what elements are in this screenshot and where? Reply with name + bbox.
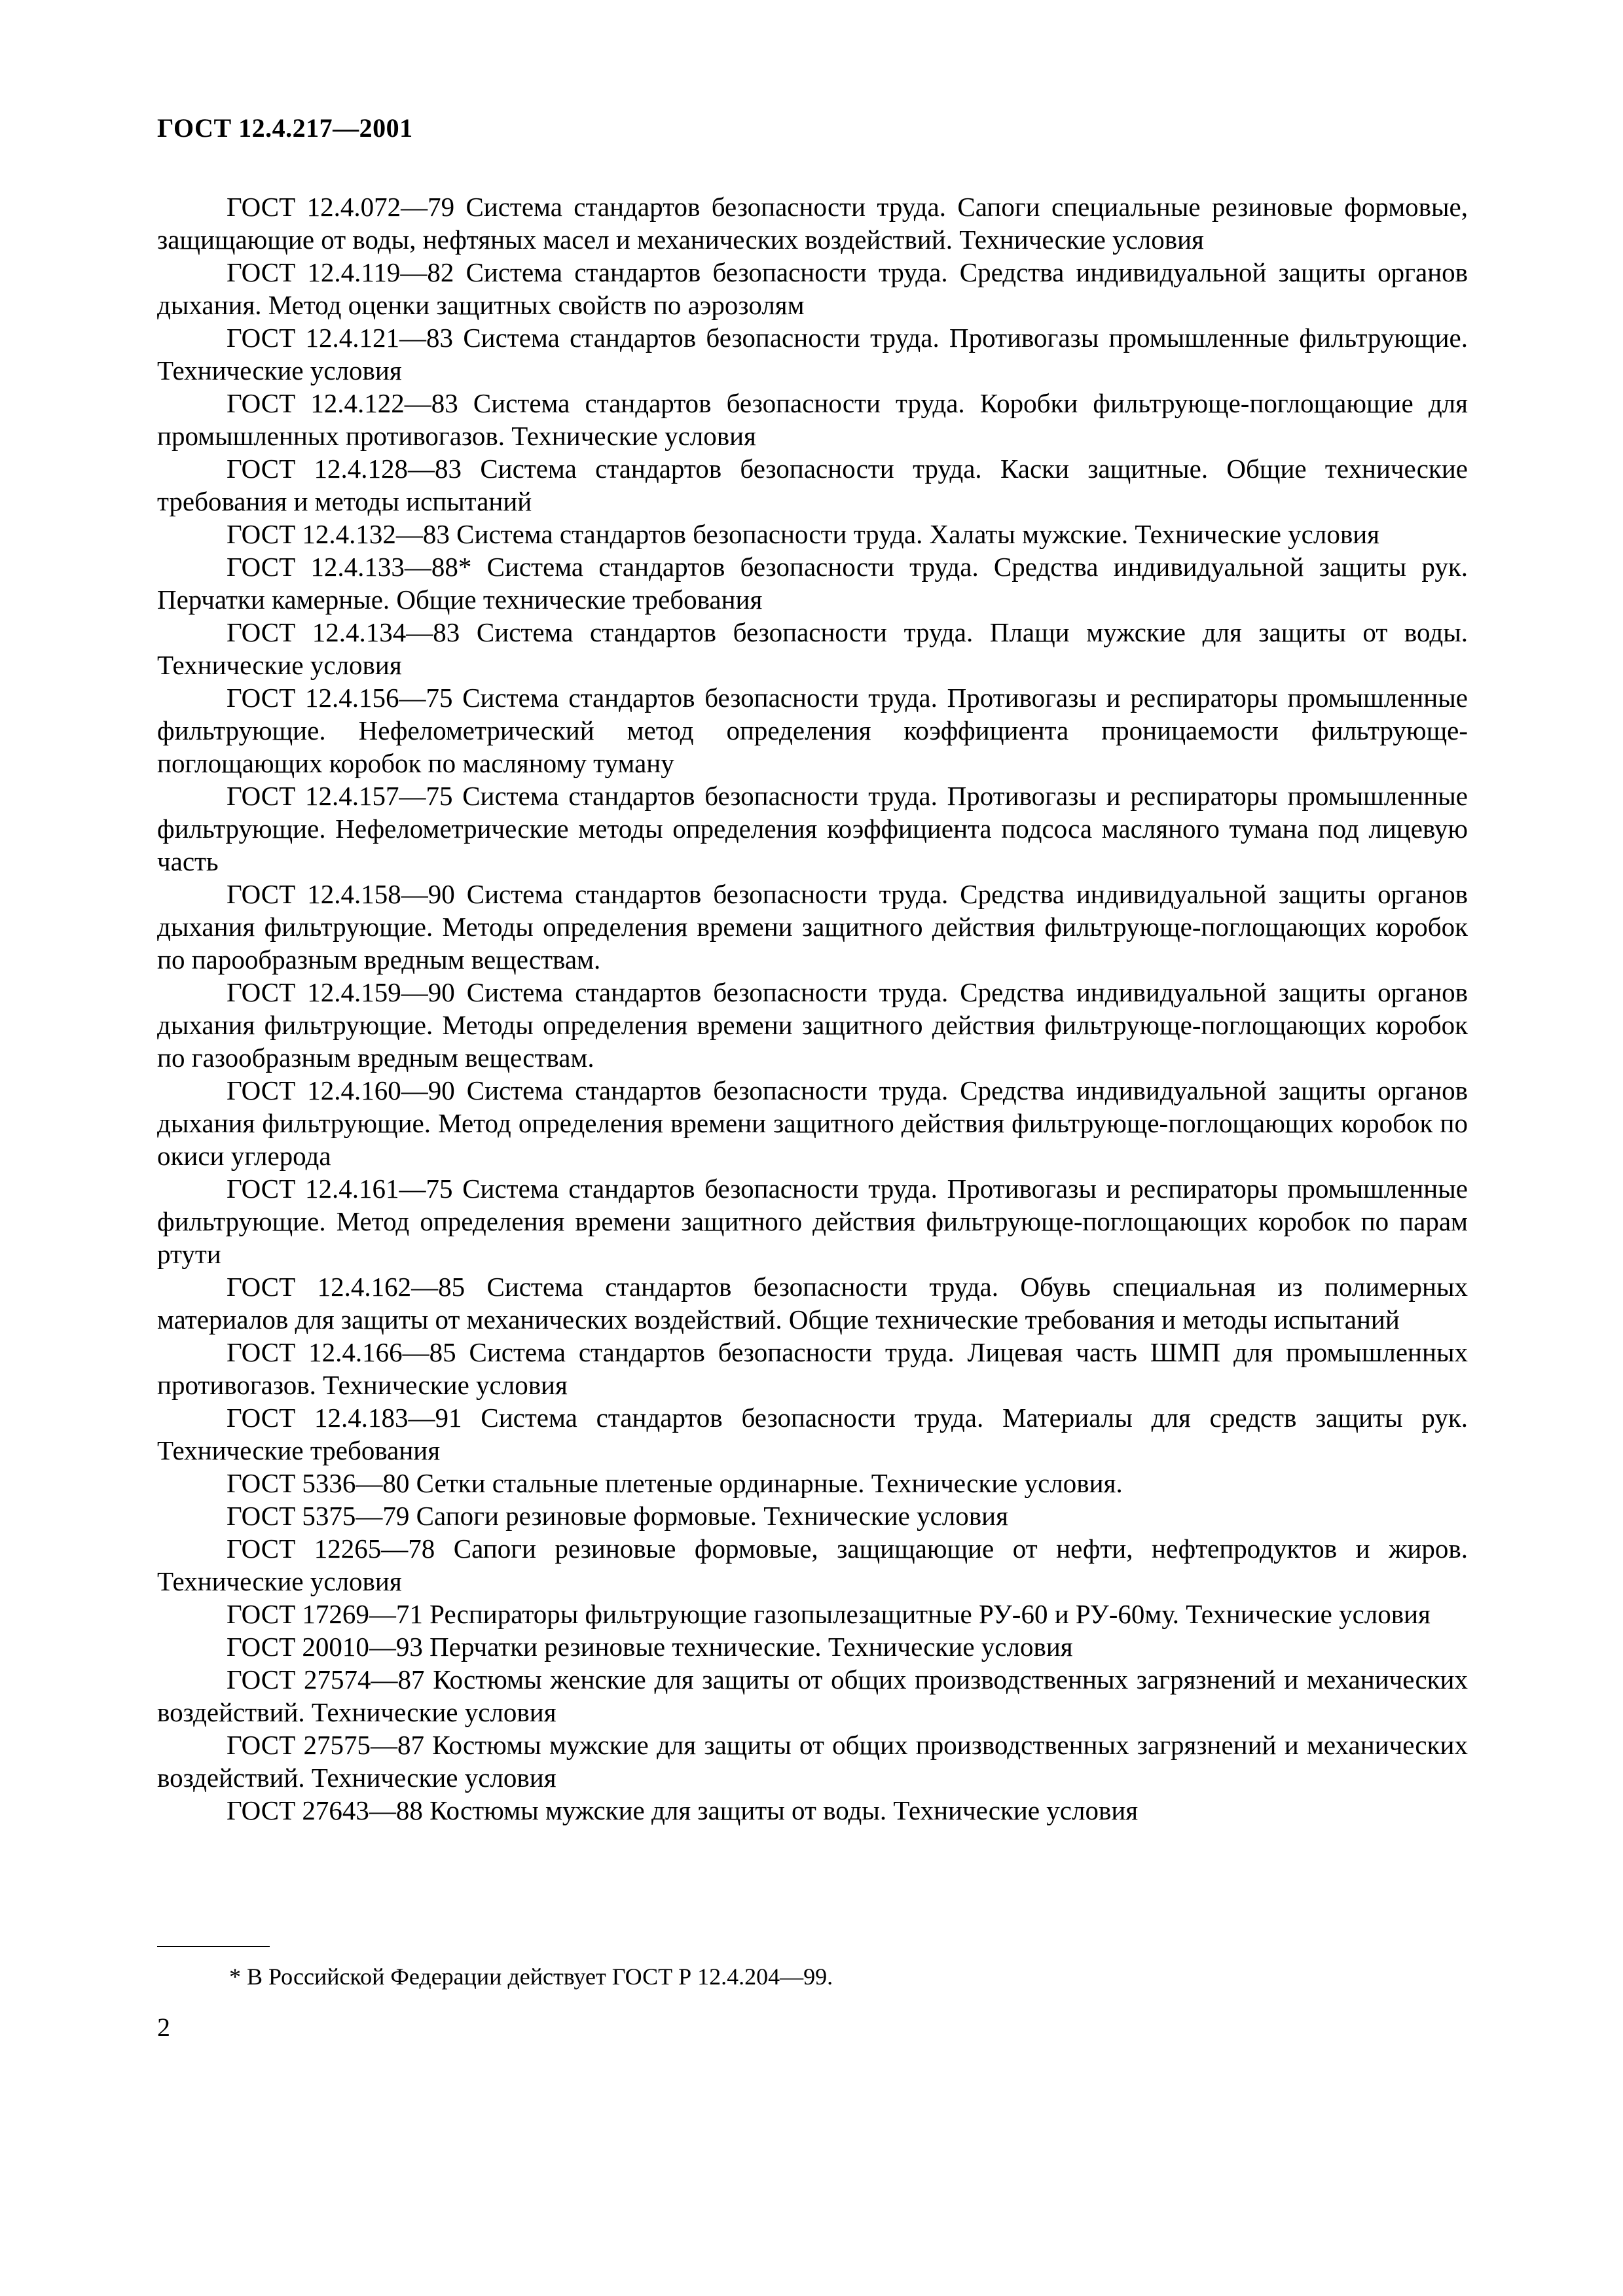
reference-entry: ГОСТ 12.4.133—88* Система стандартов безопасности труда. Средства индивидуальной защиты рук. Перчатки камерные. Общие технические требования (157, 552, 1468, 615)
reference-entry: ГОСТ 12.4.156—75 Система стандартов безопасности труда. Противогазы и респираторы промышленные фильтрующие. Нефелометрический метод определения коэффициента проницаемости фильтрующе-поглощающих коробок по масляному туману (157, 683, 1468, 778)
document-header: ГОСТ 12.4.217—2001 (157, 113, 413, 143)
reference-entry: ГОСТ 12.4.134—83 Система стандартов безопасности труда. Плащи мужские для защиты от воды. Технические условия (157, 617, 1468, 680)
reference-entry: ГОСТ 27575—87 Костюмы мужские для защиты от общих производственных загрязнений и механических воздействий. Технические условия (157, 1730, 1468, 1793)
reference-entry: ГОСТ 12.4.162—85 Система стандартов безопасности труда. Обувь специальная из полимерных материалов для защиты от механических воздействий. Общие технические требования и методы испытаний (157, 1272, 1468, 1335)
reference-entry: ГОСТ 27643—88 Костюмы мужские для защиты от воды. Технические условия (227, 1795, 1139, 1825)
reference-entry: ГОСТ 12.4.159—90 Система стандартов безопасности труда. Средства индивидуальной защиты органов дыхания фильтрующие. Методы определения времени защитного действия фильтрующе-поглощающих коробок по газообразным вредным веществам. (157, 977, 1468, 1073)
footnote-divider (157, 1946, 270, 1947)
reference-entry: ГОСТ 12.4.132—83 Система стандартов безопасности труда. Халаты мужские. Технические условия (227, 519, 1379, 549)
reference-entry: ГОСТ 27574—87 Костюмы женские для защиты от общих производственных загрязнений и механических воздействий. Технические условия (157, 1664, 1468, 1727)
reference-entry: ГОСТ 5375—79 Сапоги резиновые формовые. Технические условия (227, 1501, 1008, 1531)
reference-entry: ГОСТ 12265—78 Сапоги резиновые формовые, защищающие от нефти, нефтепродуктов и жиров. Технические условия (157, 1534, 1468, 1596)
reference-entry: ГОСТ 12.4.157—75 Система стандартов безопасности труда. Противогазы и респираторы промышленные фильтрующие. Нефелометрические методы определения коэффициента подсоса масляного тумана под лицевую часть (157, 781, 1468, 876)
reference-entry: ГОСТ 12.4.160—90 Система стандартов безопасности труда. Средства индивидуальной защиты органов дыхания фильтрующие. Метод определения времени защитного действия фильтрующе-поглощающих коробок по окиси углерода (157, 1075, 1468, 1171)
footnote: * В Российской Федерации действует ГОСТ Р 12.4.204—99. (229, 1964, 833, 1990)
reference-entry: ГОСТ 12.4.121—83 Система стандартов безопасности труда. Противогазы промышленные фильтрующие. Технические условия (157, 323, 1468, 386)
reference-entry: ГОСТ 12.4.183—91 Система стандартов безопасности труда. Материалы для средств защиты рук. Технические требования (157, 1403, 1468, 1465)
reference-entry: ГОСТ 12.4.161—75 Система стандартов безопасности труда. Противогазы и респираторы промышленные фильтрующие. Метод определения времени защитного действия фильтрующе-поглощающих коробок по парам ртути (157, 1174, 1468, 1269)
reference-entry: ГОСТ 12.4.072—79 Система стандартов безопасности труда. Сапоги специальные резиновые формовые, защищающие от воды, нефтяных масел и механических воздействий. Технические условия (157, 192, 1468, 255)
reference-entry: ГОСТ 20010—93 Перчатки резиновые технические. Технические условия (227, 1632, 1073, 1662)
reference-entry: ГОСТ 12.4.122—83 Система стандартов безопасности труда. Коробки фильтрующе-поглощающие для промышленных противогазов. Технические условия (157, 388, 1468, 451)
reference-entry: ГОСТ 5336—80 Сетки стальные плетеные ординарные. Технические условия. (227, 1468, 1123, 1498)
reference-entry: ГОСТ 12.4.166—85 Система стандартов безопасности труда. Лицевая часть ШМП для промышленных противогазов. Технические условия (157, 1337, 1468, 1400)
normative-references-list (157, 190, 1468, 1827)
page-number: 2 (157, 2013, 170, 2042)
reference-entry: ГОСТ 12.4.128—83 Система стандартов безопасности труда. Каски защитные. Общие технические требования и методы испытаний (157, 454, 1468, 516)
reference-entry: ГОСТ 17269—71 Респираторы фильтрующие газопылезащитные РУ-60 и РУ-60му. Технические условия (227, 1599, 1431, 1629)
reference-entry: ГОСТ 12.4.119—82 Система стандартов безопасности труда. Средства индивидуальной защиты органов дыхания. Метод оценки защитных свойств по аэрозолям (157, 257, 1468, 320)
reference-entry: ГОСТ 12.4.158—90 Система стандартов безопасности труда. Средства индивидуальной защиты органов дыхания фильтрующие. Методы определения времени защитного действия фильтрующе-поглощающих коробок по парообразным вредным веществам. (157, 879, 1468, 975)
